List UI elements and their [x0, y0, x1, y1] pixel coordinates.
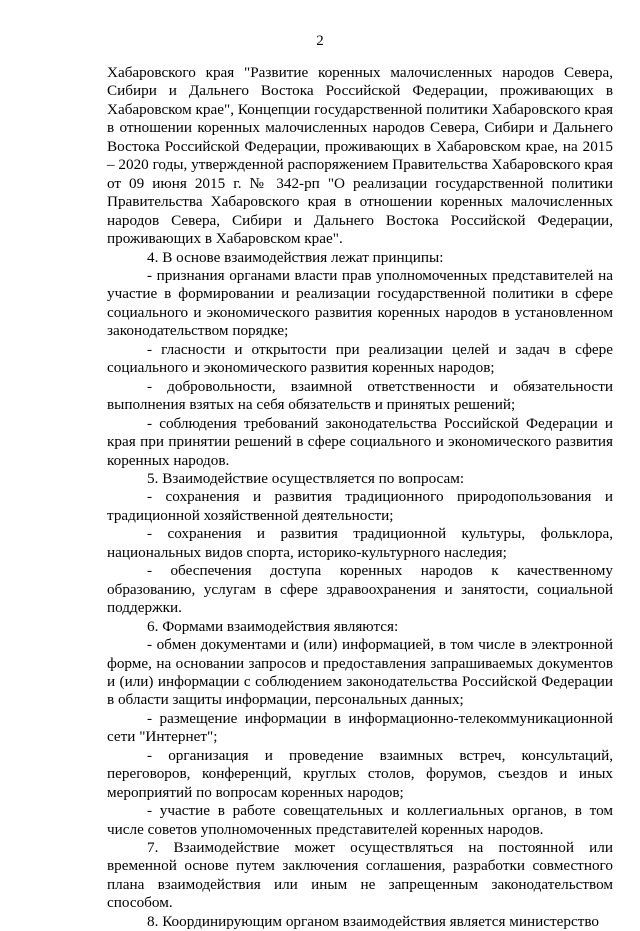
document-paragraph: - добровольности, взаимной ответственности и обязательности выполнения взятых на себя обязательств и принятых решений;: [107, 377, 613, 414]
document-paragraph: 7. Взаимодействие может осуществляться на постоянной или временной основе путем заключения соглашения, разработки совместного плана взаимодействия или иным не запрещенным законодательством способом.: [107, 839, 613, 912]
document-paragraph: - обмен документами и (или) информацией, в том числе в электронной форме, на основании запросов и предоставления запрашиваемых документов и (или) информации с соблюдением законодательства Российской Федерации в области защиты информации, персональных данных;: [107, 636, 613, 709]
document-paragraph: - соблюдения требований законодательства Российской Федерации и края при принятии решений в сфере социального и экономического развития коренных народов.: [107, 414, 613, 469]
page-number: 2: [316, 33, 324, 49]
document-paragraph: Хабаровского края "Развитие коренных малочисленных народов Севера, Сибири и Дальнего Востока Российской Федерации, проживающих в Хабаровском крае", Концепции государственной политики Хабаровского края в отношении коренных малочисленных народов Севера, Сибири и Дальнего Востока Российской Федерации, проживающих в Хабаровском крае, на 2015 – 2020 годы, утвержденной распоряжением Правительства Хабаровского края от 09 июня 2015 г. № 342-рп "О реализации государственной политики Правительства Хабаровского края в отношении коренных малочисленных народов Севера, Сибири и Дальнего Востока Российской Федерации, проживающих в Хабаровском крае".: [107, 64, 613, 248]
document-paragraph: - сохранения и развития традиционной культуры, фольклора, национальных видов спорта, историко-культурного наследия;: [107, 525, 613, 561]
document-paragraph: - признания органами власти прав уполномоченных представителей на участие в формировании и реализации государственной политики в сфере социального и экономического развития коренных народов в установленном законодательством порядке;: [107, 266, 613, 340]
document-paragraph: - размещение информации в информационно-телекоммуникационной сети "Интернет";: [107, 709, 613, 746]
document-paragraph: 8. Координирующим органом взаимодействия является министерство: [147, 912, 600, 930]
document-paragraph: 4. В основе взаимодействия лежат принципы:: [147, 248, 444, 266]
document-paragraph: - сохранения и развития традиционного природопользования и традиционной хозяйственной деятельности;: [107, 488, 613, 524]
document-body: [107, 64, 613, 931]
document-paragraph: 5. Взаимодействие осуществляется по вопросам:: [147, 469, 465, 487]
document-paragraph: - участие в работе совещательных и коллегиальных органов, в том числе советов уполномоченных представителей коренных народов.: [107, 802, 613, 838]
document-paragraph: 6. Формами взаимодействия являются:: [147, 617, 399, 635]
document-paragraph: - гласности и открытости при реализации целей и задач в сфере социального и экономического развития коренных народов;: [107, 340, 613, 377]
document-paragraph: - обеспечения доступа коренных народов к качественному образованию, услугам в сфере здравоохранения и занятости, социальной поддержки.: [107, 562, 613, 617]
document-paragraph: - организация и проведение взаимных встреч, консультаций, переговоров, конференций, круглых столов, форумов, съездов и иных мероприятий по вопросам коренных народов;: [107, 746, 613, 801]
